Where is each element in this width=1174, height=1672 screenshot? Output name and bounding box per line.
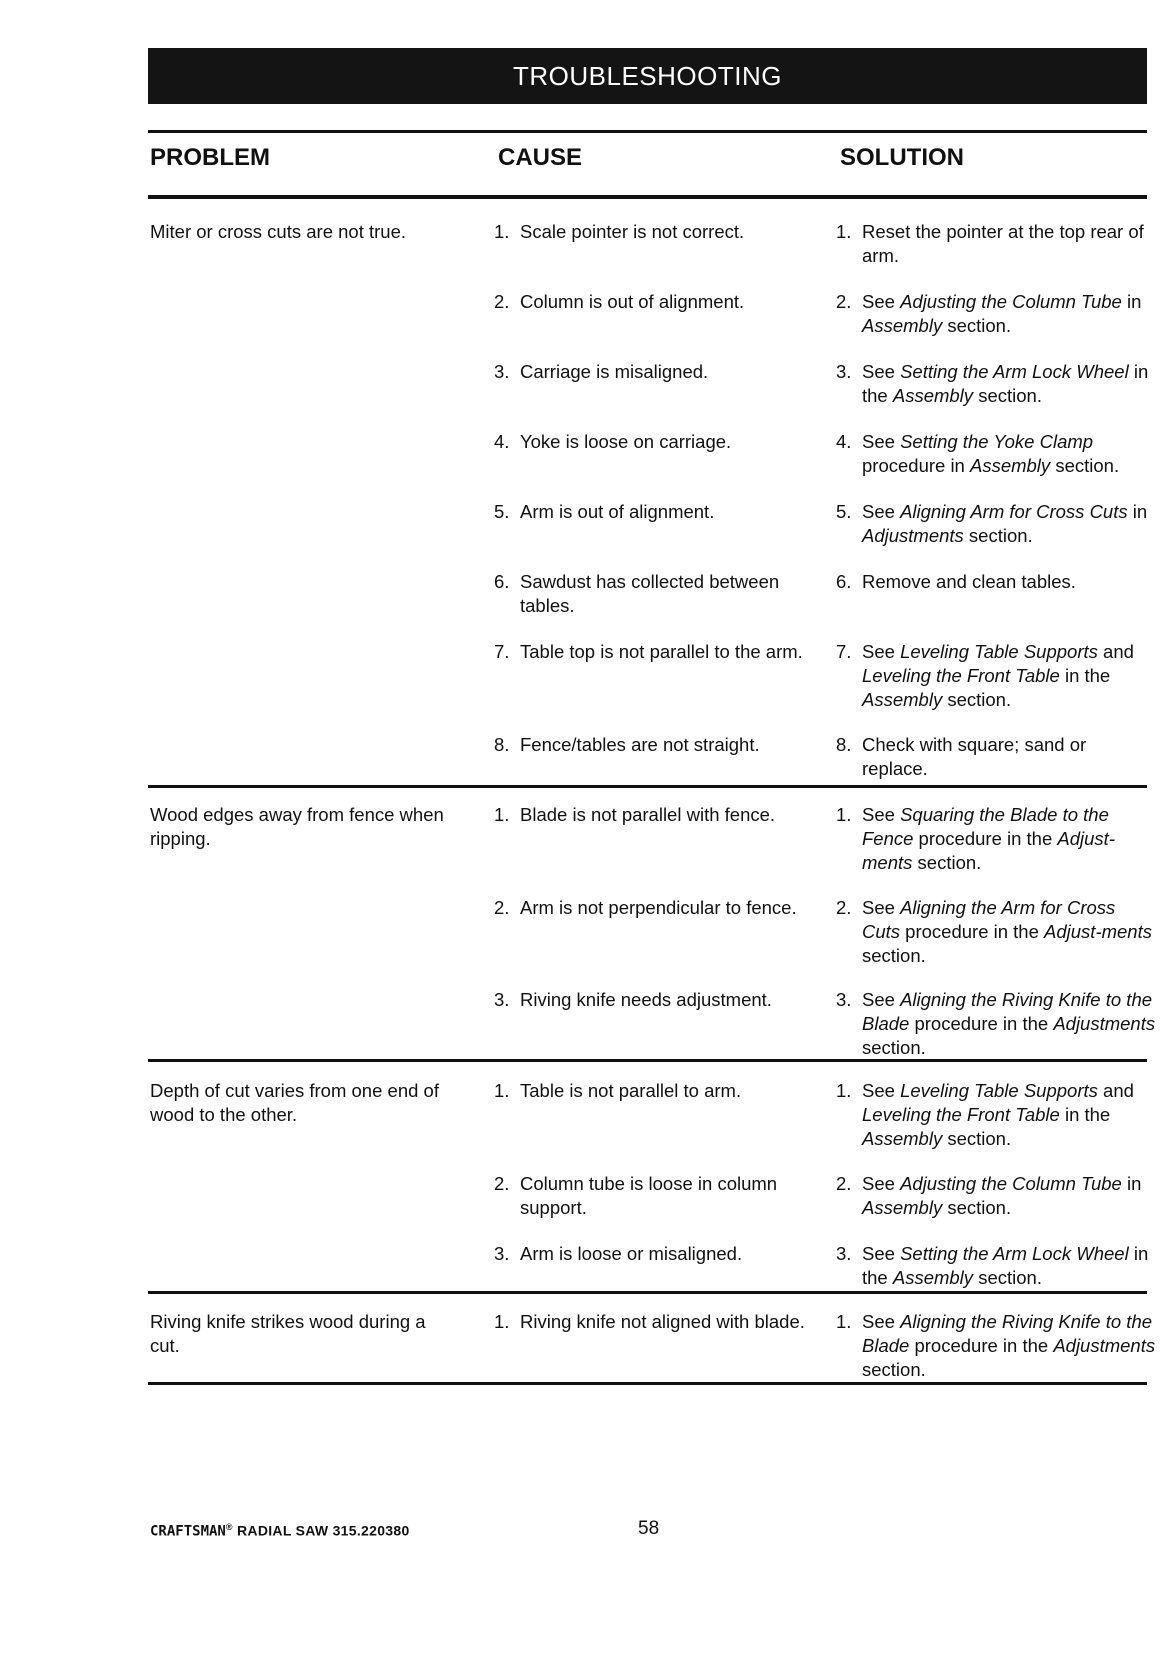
solution-text [862, 988, 1156, 1060]
cause-number: 1. [494, 1311, 510, 1332]
solution-text [862, 570, 1156, 594]
solution-reference: Adjustments [1053, 1013, 1156, 1034]
solution-fragment: section. [912, 852, 982, 873]
cause-text: Carriage is misaligned. [520, 361, 709, 382]
cause-number: 1. [494, 221, 510, 242]
problem-text: Miter or cross cuts are not true. [150, 221, 407, 242]
solution-reference: Setting the Yoke Clamp [900, 431, 1094, 452]
solution-reference: Adjusting the Column Tube [900, 1173, 1122, 1194]
cause-item [494, 733, 814, 757]
solution-text [862, 1079, 1156, 1151]
problem-text: Riving knife strikes wood during a cut. [150, 1311, 426, 1356]
solution-text [862, 896, 1156, 968]
solution-fragment: section. [963, 525, 1033, 546]
section-divider [148, 1059, 1147, 1062]
cause-number: 2. [494, 897, 510, 918]
solution-number: 1. [836, 1080, 852, 1101]
solution-item [836, 290, 1156, 338]
solution-fragment: See [862, 897, 901, 918]
cause-number: 3. [494, 989, 510, 1010]
cause-text: Arm is out of alignment. [520, 501, 715, 522]
cause-item [494, 360, 814, 384]
problem-text: Depth of cut varies from one end of wood to the other. [150, 1080, 439, 1125]
solution-reference: Adjust-ments [1044, 921, 1152, 942]
solution-number: 1. [836, 1311, 852, 1332]
solution-item [836, 803, 1156, 875]
cause-item [494, 570, 814, 618]
solution-number: 1. [836, 221, 852, 242]
cause-number: 2. [494, 1173, 510, 1194]
solution-fragment: in the [1059, 1104, 1111, 1125]
solution-fragment: section. [862, 945, 926, 966]
cause-item [494, 1242, 814, 1266]
solution-text [862, 1242, 1156, 1290]
solution-reference: Adjust-ments [862, 828, 1115, 873]
cause-item [494, 1172, 814, 1220]
solution-number: 8. [836, 734, 852, 755]
solution-fragment: procedure in the [909, 1335, 1054, 1356]
solution-item [836, 1172, 1156, 1220]
solution-fragment: section. [942, 1128, 1012, 1149]
solution-reference: Setting the Arm Lock Wheel [900, 1243, 1129, 1264]
solution-reference: Aligning Arm for Cross Cuts [900, 501, 1128, 522]
solution-fragment: and [1097, 1080, 1134, 1101]
solution-number: 7. [836, 641, 852, 662]
cause-text: Arm is loose or misaligned. [520, 1243, 743, 1264]
cause-number: 3. [494, 1243, 510, 1264]
solution-fragment: See [862, 989, 901, 1010]
solution-fragment: section. [1050, 455, 1120, 476]
solution-item [836, 360, 1156, 408]
cause-number: 2. [494, 291, 510, 312]
solution-number: 2. [836, 291, 852, 312]
solution-fragment: in [1127, 501, 1148, 522]
solution-number: 2. [836, 1173, 852, 1194]
solution-fragment: See [862, 1243, 901, 1264]
cause-number: 4. [494, 431, 510, 452]
solution-fragment: in [1121, 291, 1142, 312]
solution-text [862, 640, 1156, 712]
solution-fragment: See [862, 1080, 901, 1101]
cause-text: Sawdust has collected between tables. [520, 571, 780, 616]
solution-fragment: Reset the pointer at the top rear of arm. [862, 221, 1144, 266]
solution-fragment: section. [942, 1197, 1012, 1218]
cause-number: 5. [494, 501, 510, 522]
section-divider [148, 785, 1147, 788]
solution-fragment: section. [862, 1037, 926, 1058]
solution-fragment: procedure in the [909, 1013, 1054, 1034]
cause-number: 1. [494, 1080, 510, 1101]
solution-fragment: section. [973, 385, 1042, 406]
solution-number: 3. [836, 361, 852, 382]
solution-number: 3. [836, 1243, 852, 1264]
cause-text: Column is out of alignment. [520, 291, 745, 312]
solution-reference: Adjustments [1053, 1335, 1156, 1356]
cause-number: 3. [494, 361, 510, 382]
solution-fragment: procedure in [862, 455, 970, 476]
cause-item [494, 896, 814, 920]
solution-text [862, 220, 1156, 268]
cause-text: Scale pointer is not correct. [520, 221, 745, 242]
product-name: RADIAL SAW 315.220380 [237, 1522, 410, 1539]
solution-fragment: in the [862, 361, 1149, 406]
page-number: 58 [638, 1518, 660, 1539]
solution-fragment: in the [862, 1243, 1149, 1288]
solution-fragment: Check with square; sand or replace. [862, 734, 1087, 779]
solution-text [862, 733, 1156, 781]
cause-text: Blade is not parallel with fence. [520, 804, 776, 825]
cause-item [494, 220, 814, 244]
solution-fragment: See [862, 501, 901, 522]
solution-fragment: section. [973, 1267, 1042, 1288]
cause-text: Table is not parallel to arm. [520, 1080, 742, 1101]
solution-fragment: section. [862, 1359, 926, 1380]
cause-item [494, 803, 814, 827]
cause-text: Yoke is loose on carriage. [520, 431, 732, 452]
solution-reference: Adjusting the Column Tube [900, 291, 1122, 312]
solution-fragment: See [862, 641, 901, 662]
solution-item [836, 640, 1156, 712]
cause-text: Fence/tables are not straight. [520, 734, 760, 755]
solution-number: 2. [836, 897, 852, 918]
solution-reference: Leveling the Front Table [862, 665, 1060, 686]
solution-reference: Aligning the Riving Knife to the Blade [862, 989, 1153, 1034]
section-divider [148, 1382, 1147, 1385]
solution-text [862, 430, 1156, 478]
solution-fragment: procedure in the [913, 828, 1058, 849]
solution-fragment: procedure in the [900, 921, 1045, 942]
solution-reference: Assembly [862, 315, 943, 336]
solution-item [836, 896, 1156, 968]
page-banner: TROUBLESHOOTING [148, 48, 1147, 104]
registered-mark: ® [225, 1522, 233, 1532]
solution-reference: Aligning the Riving Knife to the Blade [862, 1311, 1153, 1356]
solution-fragment: See [862, 361, 901, 382]
problem-column-header: PROBLEM [150, 144, 270, 171]
solution-item [836, 1079, 1156, 1151]
solution-reference: Adjustments [862, 525, 964, 546]
solution-text [862, 803, 1156, 875]
solution-column-header: SOLUTION [840, 144, 964, 171]
cause-item [494, 500, 814, 524]
solution-number: 4. [836, 431, 852, 452]
solution-item [836, 1242, 1156, 1290]
cause-number: 7. [494, 641, 510, 662]
solution-text [862, 360, 1156, 408]
solution-reference: Setting the Arm Lock Wheel [900, 361, 1129, 382]
solution-reference: Leveling the Front Table [862, 1104, 1060, 1125]
solution-text [862, 290, 1156, 338]
footer-brand [150, 1522, 410, 1540]
solution-fragment: section. [942, 315, 1012, 336]
solution-number: 6. [836, 571, 852, 592]
cause-column-header: CAUSE [498, 144, 583, 171]
solution-number: 3. [836, 989, 852, 1010]
solution-reference: Assembly [862, 689, 943, 710]
solution-reference: Leveling Table Supports [900, 641, 1098, 662]
cause-text: Column tube is loose in column support. [520, 1173, 778, 1218]
solution-text [862, 1172, 1156, 1220]
solution-item [836, 988, 1156, 1060]
section-divider [148, 1291, 1147, 1294]
solution-item [836, 1310, 1156, 1382]
solution-reference: Assembly [892, 1267, 974, 1288]
solution-item [836, 430, 1156, 478]
solution-item [836, 220, 1156, 268]
solution-fragment: See [862, 1311, 901, 1332]
solution-text [862, 500, 1156, 548]
cause-item [494, 1079, 814, 1103]
solution-fragment: See [862, 1173, 901, 1194]
cause-item [494, 430, 814, 454]
solution-fragment: See [862, 291, 901, 312]
solution-text [862, 1310, 1156, 1382]
cause-number: 6. [494, 571, 510, 592]
solution-fragment: and [1097, 641, 1134, 662]
cause-text: Table top is not parallel to the arm. [520, 641, 803, 662]
header-top-rule [148, 130, 1147, 133]
solution-reference: Assembly [892, 385, 974, 406]
solution-fragment: section. [942, 689, 1012, 710]
craftsman-logo: CRAFTSMAN [150, 1523, 226, 1540]
solution-reference: Assembly [862, 1128, 943, 1149]
solution-reference: Squaring the Blade to the Fence [862, 804, 1109, 849]
solution-item [836, 570, 1156, 594]
cause-item [494, 1310, 814, 1334]
solution-number: 5. [836, 501, 852, 522]
solution-fragment: See [862, 431, 901, 452]
solution-reference: Assembly [862, 1197, 943, 1218]
solution-number: 1. [836, 804, 852, 825]
cause-number: 1. [494, 804, 510, 825]
solution-reference: Aligning the Arm for Cross Cuts [862, 897, 1116, 942]
solution-item [836, 733, 1156, 781]
solution-reference: Assembly [969, 455, 1051, 476]
solution-fragment: Remove and clean tables. [862, 571, 1076, 592]
cause-number: 8. [494, 734, 510, 755]
cause-text: Riving knife not aligned with blade. [520, 1311, 805, 1332]
cause-text: Riving knife needs adjustment. [520, 989, 772, 1010]
cause-item [494, 988, 814, 1012]
solution-fragment: in the [1059, 665, 1111, 686]
solution-reference: Leveling Table Supports [900, 1080, 1098, 1101]
problem-text: Wood edges away from fence when ripping. [150, 804, 444, 849]
header-bottom-rule [148, 195, 1147, 199]
solution-item [836, 500, 1156, 548]
cause-text: Arm is not perpendicular to fence. [520, 897, 797, 918]
cause-item [494, 640, 814, 664]
solution-fragment: See [862, 804, 901, 825]
cause-item [494, 290, 814, 314]
solution-fragment: in [1121, 1173, 1142, 1194]
